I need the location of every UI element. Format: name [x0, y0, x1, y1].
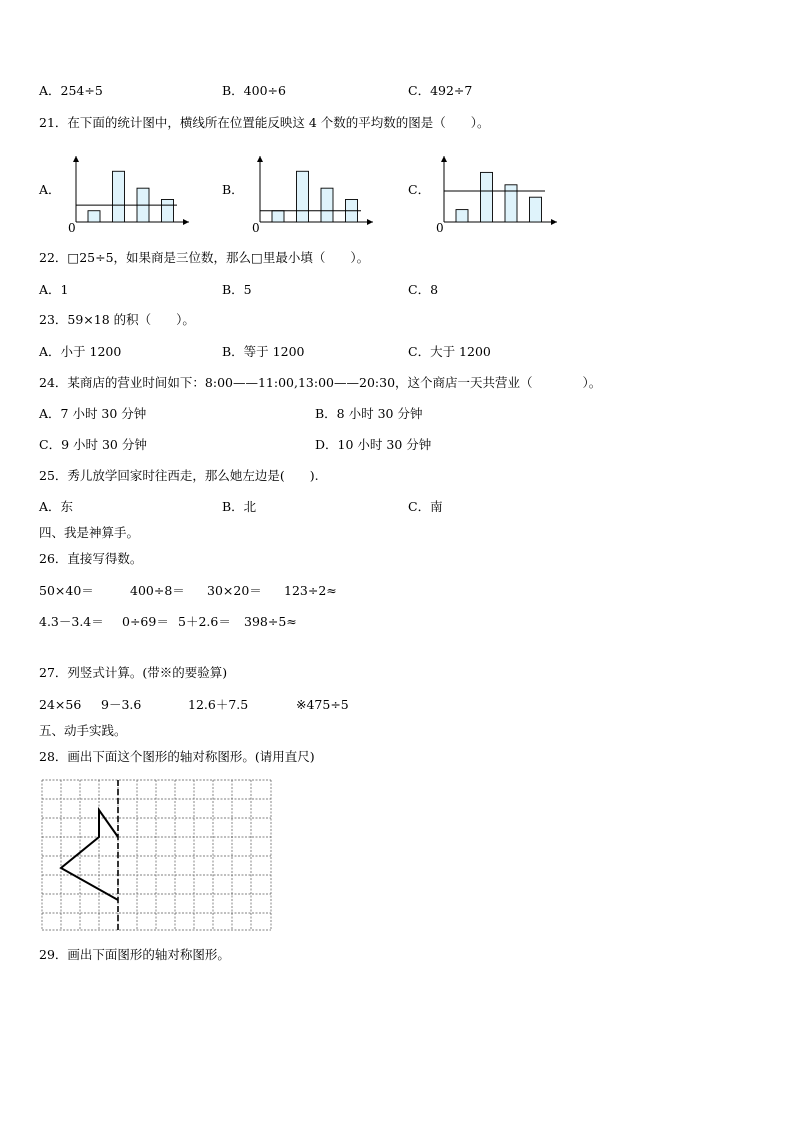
q29-question: 29．画出下面图形的轴对称图形。: [39, 947, 230, 962]
origin-label: 0: [252, 221, 260, 234]
q28-question: 28．画出下面这个图形的轴对称图形。(请用直尺): [39, 749, 315, 764]
q23-option-a[interactable]: A．小于 1200: [39, 344, 122, 359]
bar: [530, 197, 542, 222]
q27-item: 24×56: [39, 697, 82, 712]
q20-option-b[interactable]: B．400÷6: [222, 83, 286, 98]
q27-item: ※475÷5: [296, 697, 349, 712]
q22-option-a[interactable]: A．1: [39, 282, 69, 297]
bar: [321, 188, 333, 222]
q27-item: 9－3.6: [101, 697, 142, 712]
origin-label: 0: [68, 221, 76, 234]
q22-option-b[interactable]: B．5: [222, 282, 252, 297]
x-axis-arrow: [183, 219, 189, 225]
q26-item: 4.3－3.4＝: [39, 614, 104, 629]
bar: [88, 211, 100, 222]
bar: [113, 171, 125, 222]
origin-label: 0: [436, 221, 444, 234]
q23-option-b[interactable]: B．等于 1200: [222, 344, 305, 359]
q26-item: 0÷69＝: [122, 614, 169, 629]
q25-option-a[interactable]: A．东: [39, 499, 74, 514]
y-axis-arrow: [257, 156, 263, 162]
q21-option-b-label[interactable]: B．: [222, 182, 244, 197]
q24-question: 24．某商店的营业时间如下：8:00——11:00,13:00——20:30，这个商店一天共营业（ ）。: [39, 375, 602, 390]
q21-question: 21．在下面的统计图中，横线所在位置能反映这 4 个数的平均数的图是（ ）。: [39, 115, 490, 130]
q26-question: 26．直接写得数。: [39, 551, 143, 566]
q25-option-b[interactable]: B．北: [222, 499, 257, 514]
q21-option-a-label[interactable]: A．: [39, 182, 61, 197]
bar: [297, 171, 309, 222]
q24-option-b[interactable]: B．8 小时 30 分钟: [315, 406, 423, 421]
q24-option-c[interactable]: C．9 小时 30 分钟: [39, 437, 147, 452]
q21-option-c-label[interactable]: C．: [408, 182, 431, 197]
q21-chart-b[interactable]: [248, 150, 378, 234]
q26-item: 398÷5≈: [244, 614, 297, 629]
q20-option-c[interactable]: C．492÷7: [408, 83, 473, 98]
y-axis-arrow: [441, 156, 447, 162]
q23-option-c[interactable]: C．大于 1200: [408, 344, 491, 359]
bar: [456, 210, 468, 222]
q21-chart-a[interactable]: [64, 150, 194, 234]
x-axis-arrow: [367, 219, 373, 225]
q27-item: 12.6＋7.5: [188, 697, 249, 712]
q28-drawing-grid[interactable]: [40, 778, 274, 933]
q22-question: 22．□25÷5，如果商是三位数，那么□里最小填（ ）。: [39, 250, 370, 265]
section5-title: 五、动手实践。: [39, 723, 127, 738]
q21-chart-c[interactable]: [432, 150, 562, 234]
section4-title: 四、我是神算手。: [39, 525, 140, 540]
q23-question: 23．59×18 的积（ ）。: [39, 312, 195, 327]
q24-option-a[interactable]: A．7 小时 30 分钟: [39, 406, 147, 421]
bar: [481, 172, 493, 222]
bar: [272, 211, 284, 222]
x-axis-arrow: [551, 219, 557, 225]
given-shape: [61, 810, 118, 900]
q26-item: 50×40＝: [39, 583, 94, 598]
q27-question: 27．列竖式计算。(带※的要验算): [39, 665, 228, 680]
q25-option-c[interactable]: C．南: [408, 499, 443, 514]
q26-item: 5＋2.6＝: [178, 614, 231, 629]
q26-item: 400÷8＝: [130, 583, 185, 598]
q25-question: 25．秀儿放学回家时往西走，那么她左边是( ).: [39, 468, 319, 483]
y-axis-arrow: [73, 156, 79, 162]
bar: [162, 199, 174, 222]
q24-option-d[interactable]: D．10 小时 30 分钟: [315, 437, 432, 452]
bar: [505, 185, 517, 222]
q22-option-c[interactable]: C．8: [408, 282, 439, 297]
q20-option-a[interactable]: A．254÷5: [39, 83, 103, 98]
q26-item: 30×20＝: [207, 583, 262, 598]
q26-item: 123÷2≈: [284, 583, 337, 598]
